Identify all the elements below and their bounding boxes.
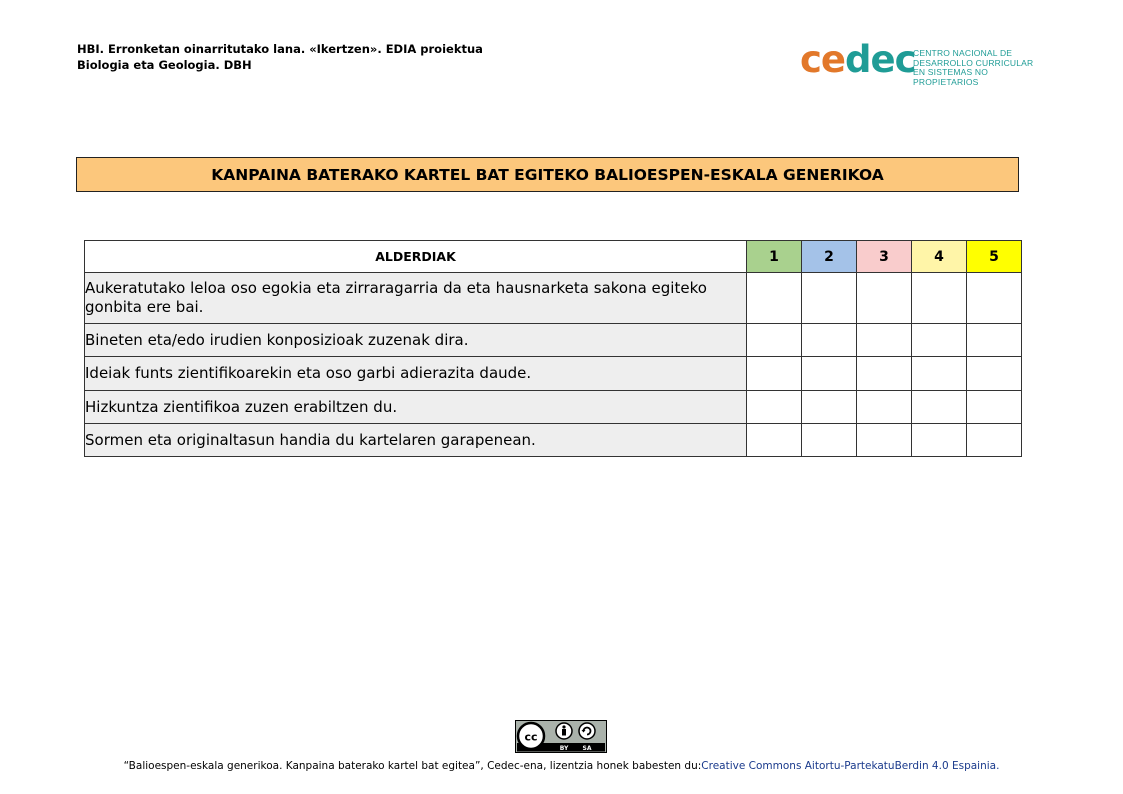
score-cell[interactable] (747, 273, 802, 324)
criterion-text: Ideiak funts zientifikoarekin eta oso garbi adierazita daude. (85, 357, 747, 391)
score-cell[interactable] (967, 357, 1022, 391)
score-cell[interactable] (967, 424, 1022, 457)
score-cell[interactable] (912, 273, 967, 324)
score-cell[interactable] (802, 273, 857, 324)
score-cell[interactable] (802, 324, 857, 357)
license-footer (0, 760, 1123, 772)
table-row (85, 391, 1022, 424)
score-cell[interactable] (747, 424, 802, 457)
table-row (85, 357, 1022, 391)
score-cell[interactable] (747, 324, 802, 357)
score-cell[interactable] (802, 357, 857, 391)
score-header-3: 3 (857, 241, 912, 273)
score-cell[interactable] (802, 391, 857, 424)
score-cell[interactable] (857, 424, 912, 457)
score-cell[interactable] (967, 391, 1022, 424)
footer-attribution: “Balioespen-eskala generikoa. Kanpaina baterako kartel bat egitea”, Cedec-ena, lizentzia honek babesten du: (123, 760, 702, 772)
score-cell[interactable] (912, 424, 967, 457)
score-cell[interactable] (802, 424, 857, 457)
score-cell[interactable] (857, 324, 912, 357)
criterion-text: Hizkuntza zientifikoa zuzen erabiltzen du. (85, 391, 747, 424)
score-cell[interactable] (912, 324, 967, 357)
score-cell[interactable] (967, 273, 1022, 324)
license-link[interactable]: Creative Commons Aitortu-PartekatuBerdin 4.0 Espainia. (701, 760, 1000, 772)
logo-subtitle: CENTRO NACIONAL DE DESARROLLO CURRICULAR EN SISTEMAS NO PROPIETARIOS (913, 48, 1034, 87)
score-cell[interactable] (967, 324, 1022, 357)
cc-by-sa-icon (515, 720, 607, 753)
rating-scale-table (84, 240, 1022, 457)
table-row (85, 424, 1022, 457)
score-cell[interactable] (747, 357, 802, 391)
table-row (85, 324, 1022, 357)
score-header-4: 4 (912, 241, 967, 273)
score-cell[interactable] (912, 391, 967, 424)
score-cell[interactable] (857, 357, 912, 391)
table-header-row (85, 241, 1022, 273)
score-cell[interactable] (857, 273, 912, 324)
score-header-2: 2 (802, 241, 857, 273)
score-cell[interactable] (912, 357, 967, 391)
cc-license-badge[interactable] (515, 720, 607, 753)
logo-wordmark: cedec (800, 38, 916, 81)
header-line-2: Biologia eta Geologia. DBH (77, 58, 252, 72)
document-header (77, 41, 483, 73)
page-title: KANPAINA BATERAKO KARTEL BAT EGITEKO BALIOESPEN-ESKALA GENERIKOA (76, 157, 1019, 192)
criterion-text: Sormen eta originaltasun handia du kartelaren garapenean. (85, 424, 747, 457)
cedec-logo (800, 38, 1050, 87)
criterion-text: Aukeratutako leloa oso egokia eta zirraragarria da eta hausnarketa sakona egiteko gonbita ere bai. (85, 273, 747, 324)
table-row (85, 273, 1022, 324)
score-cell[interactable] (747, 391, 802, 424)
svg-text:cc: cc (524, 730, 538, 744)
aspects-header: ALDERDIAK (85, 241, 747, 273)
score-header-1: 1 (747, 241, 802, 273)
score-cell[interactable] (857, 391, 912, 424)
svg-text:SA: SA (582, 745, 592, 752)
criterion-text: Bineten eta/edo irudien konposizioak zuzenak dira. (85, 324, 747, 357)
score-header-5: 5 (967, 241, 1022, 273)
svg-text:BY: BY (559, 745, 569, 752)
header-line-1: HBI. Erronketan oinarritutako lana. «Ikertzen». EDIA proiektua (77, 42, 483, 56)
